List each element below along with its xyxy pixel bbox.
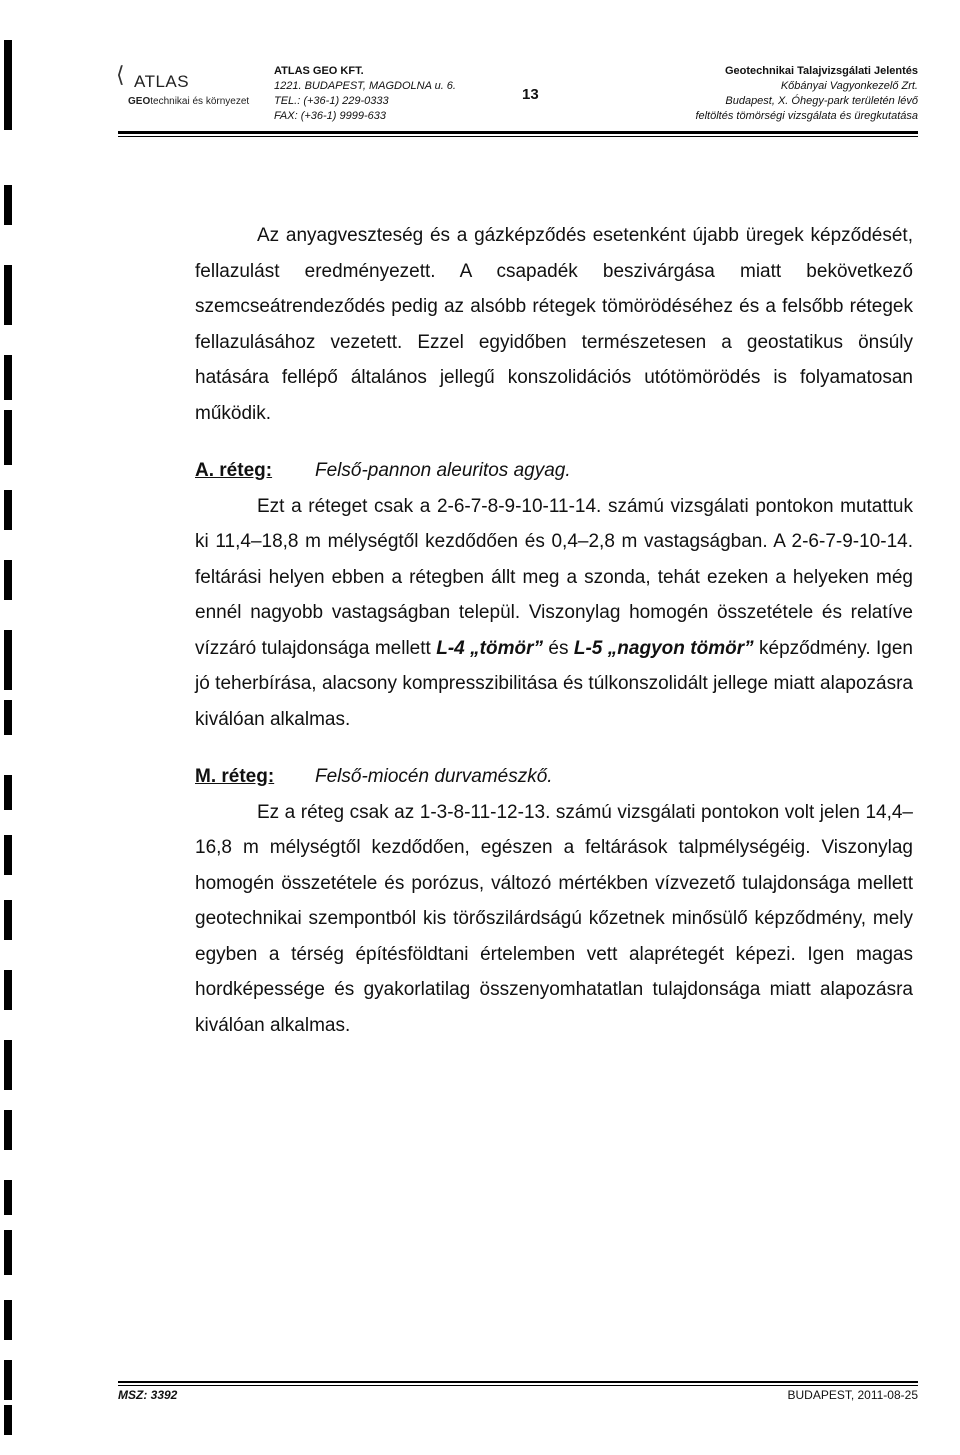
footer-standard: MSZ: 3392 — [118, 1388, 178, 1402]
binder-mark — [4, 900, 12, 940]
footer-place-date: BUDAPEST, 2011-08-25 — [787, 1388, 918, 1402]
logo-subtitle: GEOtechnikai és környezet — [128, 96, 250, 107]
layer-a-code: A. réteg: — [195, 460, 273, 481]
page-number: 13 — [522, 86, 539, 103]
layer-m-code: M. réteg: — [195, 766, 275, 787]
binder-mark — [4, 40, 12, 130]
report-subject: feltöltés tömörségi vizsgálata és üregkutatása — [695, 110, 918, 122]
layer-m-heading — [195, 759, 913, 795]
binder-mark — [4, 1110, 12, 1150]
binder-mark — [4, 1405, 12, 1435]
report-client: Kőbányai Vagyonkezelő Zrt. — [780, 80, 918, 92]
layer-a-bold-2: L-5 „nagyon tömör” — [573, 637, 754, 659]
footer-divider — [118, 1381, 918, 1383]
binder-mark — [4, 410, 12, 465]
binder-mark — [4, 835, 12, 875]
layer-a-bold-1: L-4 „tömör” — [436, 637, 543, 659]
logo-name: ATLAS — [134, 72, 190, 91]
binder-mark — [4, 1360, 12, 1400]
layer-a-paragraph: Ezt a réteget csak a 2-6-7-8-9-10-11-14. számú vizsgálati pontokon mutattuk ki 11,4–18,8 m mélységtől kezdődően és 0,4–2,8 m vastagságban. A 2-6-7-9-10-14. feltárási helyen ebben a rétegben állt meg a szonda, tehát ezeken a helyeken még ennél nagyobb vastagságban települ. Viszonylag homogén összetétele és relatíve vízzáró tulajdonsága mellett L-4 „tömör” és L-5 „nagyon tömör” képződmény. Igen jó teherbírása, alacsony kompresszibilitása és túlkonszolidált jellege miatt alapozásra kiválóan alkalmas. — [195, 495, 914, 730]
footer-divider-thin — [118, 1385, 918, 1386]
page-header — [118, 58, 918, 128]
intro-paragraph: Az anyagveszteség és a gázképződés esetenként újabb üregek képződését, fellazulást eredményezett. A csapadék beszivárgása miatt bekövetkező szemcseátrendeződés pedig az alsóbb rétegek tömörödéséhez és a felsőbb rétegek fellazulásához vezetett. Ezzel egyidőben természetesen a geostatikus önsúly hatására fellépő általános jellegű konszolidációs utótömörödés is folyamatosan működik. — [195, 225, 913, 424]
binder-mark — [4, 1180, 12, 1215]
company-name: ATLAS GEO KFT. — [274, 65, 364, 77]
header-divider — [118, 131, 918, 134]
binder-mark — [4, 775, 12, 810]
binder-scan-marks — [0, 0, 20, 1455]
binder-mark — [4, 560, 12, 600]
binder-mark — [4, 490, 12, 530]
company-info — [274, 64, 456, 124]
header-divider-thin — [118, 136, 918, 137]
binder-mark — [4, 1230, 12, 1275]
binder-mark — [4, 970, 12, 1010]
document-body — [195, 218, 913, 1043]
binder-mark — [4, 1040, 12, 1090]
logo-swoosh-icon: ⟨ — [116, 62, 125, 87]
company-fax: FAX: (+36-1) 9999-633 — [274, 110, 386, 122]
layer-a-heading — [195, 453, 913, 489]
company-logo — [118, 62, 273, 122]
layer-m-name: Felső-miocén durvamészkő. — [315, 766, 553, 787]
binder-mark — [4, 355, 12, 400]
company-tel: TEL.: (+36-1) 229-0333 — [274, 95, 389, 107]
report-location: Budapest, X. Óhegy-park területén lévő — [725, 95, 918, 107]
layer-a-name: Felső-pannon aleuritos agyag. — [315, 460, 571, 481]
binder-mark — [4, 630, 12, 690]
binder-mark — [4, 185, 12, 225]
layer-m-paragraph: Ez a réteg csak az 1-3-8-11-12-13. számú vizsgálati pontokon volt jelen 14,4–16,8 m mélységtől kezdődően, egészen a feltárások talpmélységéig. Viszonylag homogén összetétele és porózus, változó mértékben vízvezető tulajdonsága mellett geotechnikai szempontból kis törőszilárdságú kőzetnek minősülő képződmény, mely egyben a térség építésföldtani értelemben vett alaprétegét képezi. Igen magas hordképessége és gyakorlatilag összenyomhatatlan tulajdonsága miatt alapozásra kiválóan alkalmas. — [195, 801, 913, 1036]
report-info — [695, 64, 918, 124]
report-title: Geotechnikai Talajvizsgálati Jelentés — [725, 65, 918, 77]
binder-mark — [4, 265, 12, 325]
binder-mark — [4, 700, 12, 735]
binder-mark — [4, 1300, 12, 1340]
company-address: 1221. BUDAPEST, MAGDOLNA u. 6. — [274, 80, 456, 92]
